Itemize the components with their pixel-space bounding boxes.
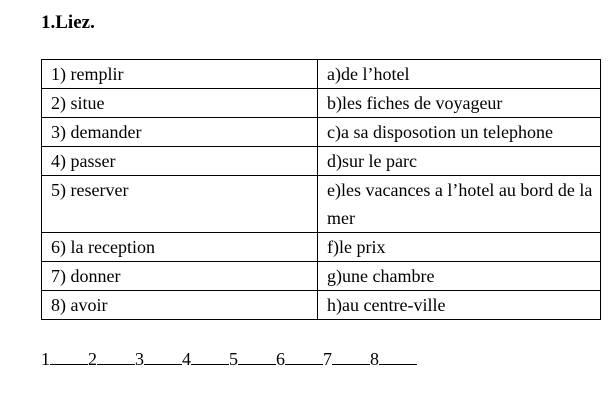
left-cell: 1) remplir: [42, 60, 318, 89]
table-row: [42, 262, 601, 291]
left-cell: 6) la reception: [42, 233, 318, 262]
left-cell: 2) situe: [42, 89, 318, 118]
right-cell: f)le prix: [318, 233, 601, 262]
right-cell: e)les vacances a l’hotel au bord de la mer: [318, 176, 601, 233]
matching-table: [41, 59, 601, 320]
answer-number: 6: [276, 349, 285, 369]
answer-number: 5: [229, 349, 238, 369]
right-cell: a)de l’hotel: [318, 60, 601, 89]
table-row: [42, 233, 601, 262]
answer-blank[interactable]: [332, 346, 370, 365]
exercise-title: 1.Liez.: [41, 12, 95, 33]
right-cell: d)sur le parc: [318, 147, 601, 176]
answer-line: [41, 346, 417, 371]
left-cell: 4) passer: [42, 147, 318, 176]
left-cell: 3) demander: [42, 118, 318, 147]
answer-blank[interactable]: [285, 346, 323, 365]
answer-number: 3: [135, 349, 144, 369]
answer-number: 2: [88, 349, 97, 369]
table-row: [42, 89, 601, 118]
right-cell: c)a sa disposotion un telephone: [318, 118, 601, 147]
answer-number: 7: [323, 349, 332, 369]
answer-blank[interactable]: [238, 346, 276, 365]
answer-blank[interactable]: [50, 346, 88, 365]
table-row: [42, 118, 601, 147]
right-cell: g)une chambre: [318, 262, 601, 291]
answer-blank[interactable]: [97, 346, 135, 365]
answer-number: 1: [41, 349, 50, 369]
right-cell: h)au centre-ville: [318, 291, 601, 320]
table-row: [42, 176, 601, 233]
left-cell: 7) donner: [42, 262, 318, 291]
table-row: [42, 147, 601, 176]
answer-blank[interactable]: [379, 346, 417, 365]
left-cell: 8) avoir: [42, 291, 318, 320]
table-row: [42, 291, 601, 320]
right-cell: b)les fiches de voyageur: [318, 89, 601, 118]
answer-number: 4: [182, 349, 191, 369]
left-cell: 5) reserver: [42, 176, 318, 233]
table-row: [42, 60, 601, 89]
answer-blank[interactable]: [191, 346, 229, 365]
answer-blank[interactable]: [144, 346, 182, 365]
answer-number: 8: [370, 349, 379, 369]
